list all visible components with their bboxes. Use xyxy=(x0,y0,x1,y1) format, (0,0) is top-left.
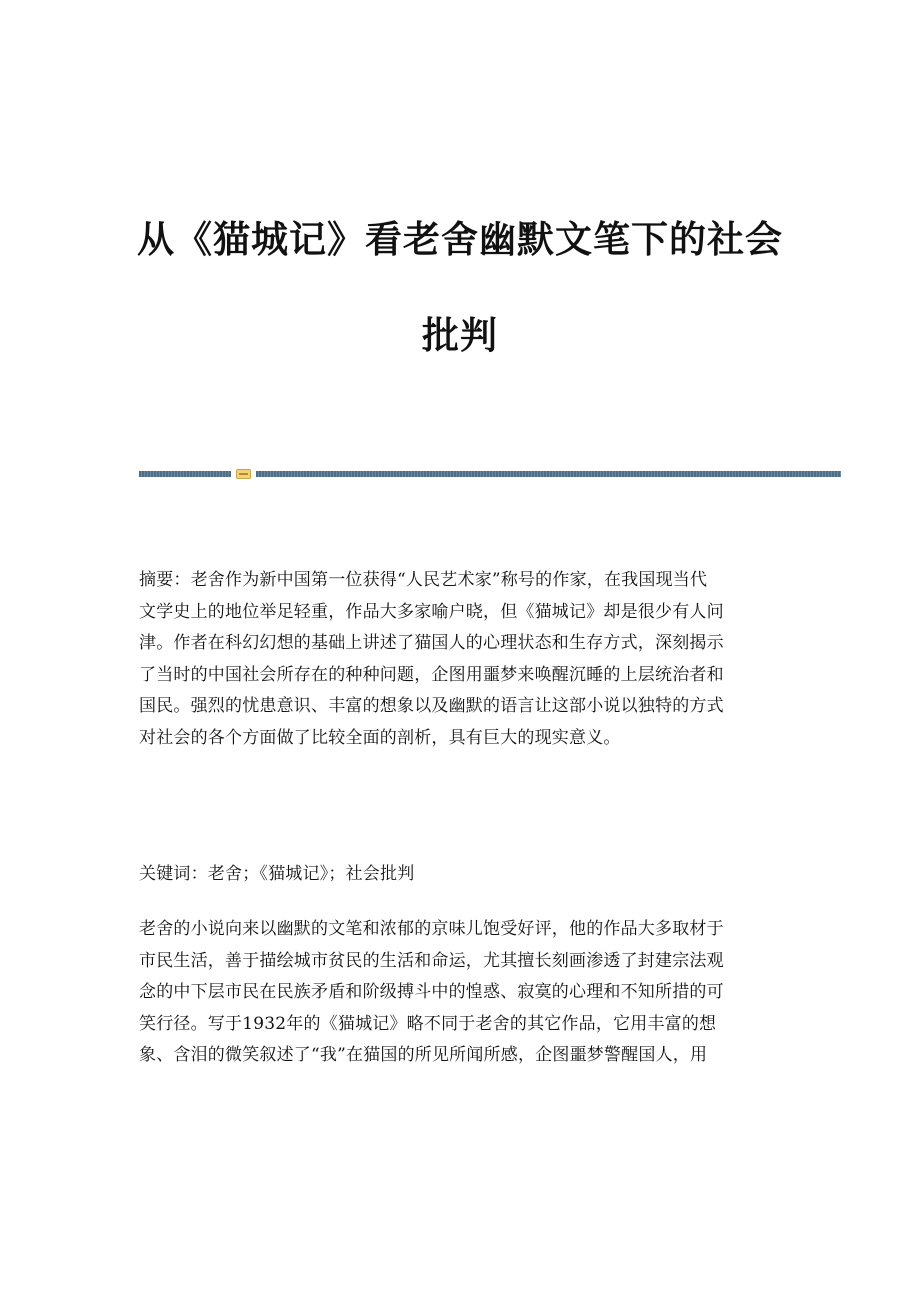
divider-ornament-icon xyxy=(236,469,251,479)
divider-bar-right xyxy=(256,471,841,477)
abstract-line: 对社会的各个方面做了比较全面的剖析，具有巨大的现实意义。 xyxy=(139,727,621,748)
title-divider xyxy=(139,468,841,478)
paper-title-line-2: 批判 xyxy=(422,313,498,357)
paper-title-line-1: 从《猫城记》看老舍幽默文笔下的社会 xyxy=(137,217,783,261)
body-line: 念的中下层市民在民族矛盾和阶级搏斗中的惶惑、寂寞的心理和不知所措的可 xyxy=(139,982,724,1002)
abstract-line: 摘要：老舍作为新中国第一位获得“人民艺术家”称号的作家，在我国现当代 xyxy=(139,570,708,590)
abstract-line: 津。作者在科幻幻想的基础上讲述了猫国人的心理状态和生存方式，深刻揭示 xyxy=(139,633,724,653)
body-line: 市民生活，善于描绘城市贫民的生活和命运，尤其擅长刻画渗透了封建宗法观 xyxy=(139,950,724,971)
abstract-line: 国民。强烈的忧患意识、丰富的想象以及幽默的语言让这部小说以独特的方式 xyxy=(139,696,724,716)
divider-bar-left xyxy=(139,471,231,477)
keywords-line: 关键词：老舍；《猫城记》；社会批判 xyxy=(139,864,415,884)
body-line: 老舍的小说向来以幽默的文笔和浓郁的京味儿饱受好评，他的作品大多取材于 xyxy=(139,919,724,939)
abstract xyxy=(139,565,779,754)
keywords xyxy=(139,859,779,891)
body-line: 象、含泪的微笑叙述了“我”在猫国的所见所闻所感，企图噩梦警醒国人，用 xyxy=(139,1045,708,1065)
abstract-line: 了当时的中国社会所存在的种种问题，企图用噩梦来唤醒沉睡的上层统治者和 xyxy=(139,664,724,685)
body-paragraph xyxy=(139,914,779,1072)
body-line: 笑行径。写于1932年的《猫城记》略不同于老舍的其它作品，它用丰富的想 xyxy=(139,1013,717,1034)
abstract-line: 文学史上的地位举足轻重，作品大多家喻户晓，但《猫城记》却是很少有人问 xyxy=(139,601,724,622)
